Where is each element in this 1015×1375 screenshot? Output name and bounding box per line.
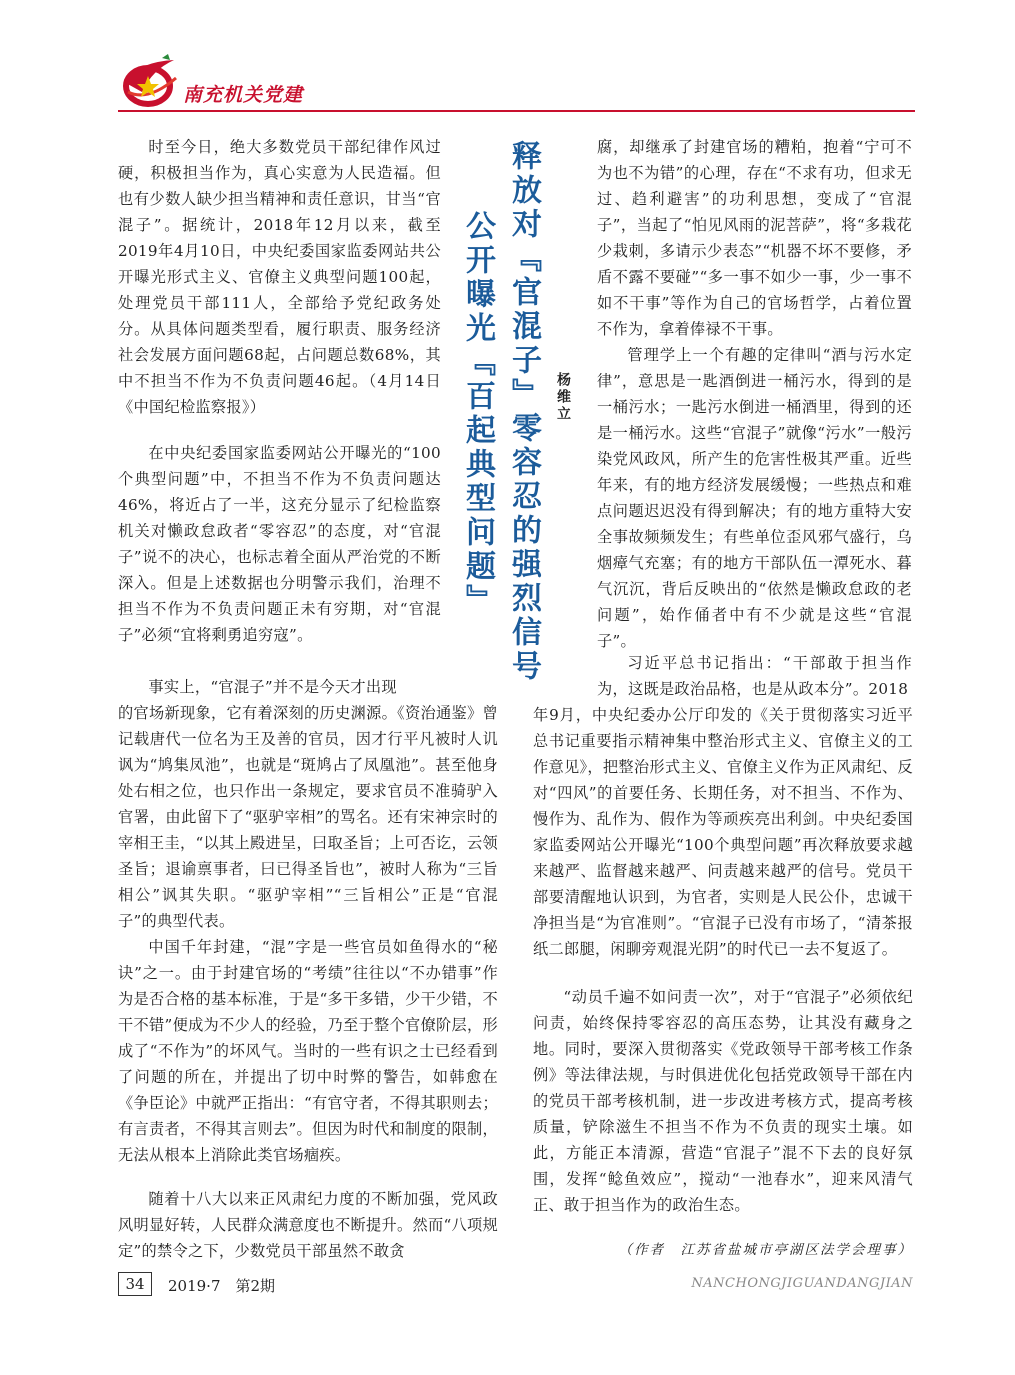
paragraph-1: 时至今日，绝大多数党员干部纪律作风过硬，积极担当作为，真心实意为人民造福。但也有少数人缺少担当精神和责任意识，甘当“官混子”。据统计，2018年12月以来，截至2019年4月10日，中央纪委国家监委网站共公开曝光形式主义、官僚主义典型问题100起，处理党员干部111人，全部给予党纪政务处分。从具体问题类型看，履行职责、服务经济社会发展方面问题68起，占问题总数68%，其中不担当不作为不负责问题46起。（4月14日《中国纪检监察报》） [118, 138, 441, 416]
issue-label: 2019·7 第2期 [168, 1277, 276, 1295]
paragraph-6: 随着十八大以来正风肃纪力度的不断加强，党风政风明显好转，人民群众满意度也不断提升。然而“八项规定”的禁令之下，少数党员干部虽然不敢贪 [118, 1190, 498, 1260]
page-number: 34 [118, 1272, 152, 1296]
paragraph-10: 年9月，中央纪委办公厅印发的《关于贯彻落实习近平总书记重要指示精神集中整治形式主义、官僚主义的工作意见》，把整治形式主义、官僚主义作为正风肃纪、反对“四风”的首要任务、长期任务，对不担当、不作为、慢作为、乱作为、假作为等顽疾亮出利剑。中央纪委国家监委网站公开曝光“100个典型问题”再次释放要求越来越严、监督越来越严、问责越来越严的信号。党员干部要清醒地认识到，为官者，实则是人民公仆，忠诚干净担当是“为官准则”。“官混子已没有市场了，“清茶报纸二郎腿，闲聊旁观混光阴”的时代已一去不复返了。 [533, 706, 913, 958]
author-signature: （作者 江苏省盐城市亭湖区法学会理事） [618, 1242, 913, 1258]
article-title-sub: 公开曝光『百起典型问题』 [460, 210, 495, 618]
paragraph-11: “动员千遍不如问责一次”，对于“官混子”必须依纪问责，始终保持零容忍的高压态势，让其没有藏身之地。同时，要深入贯彻落实《党政领导干部考核工作条例》等法律法规，与时俱进优化包括党政领导干部在内的党员干部考核机制，进一步改进考核方式，提高考核质量，铲除滋生不担当不作为不负责的现实土壤。如此，方能正本清源，营造“官混子”混不下去的良好氛围，发挥“鲶鱼效应”，搅动“一池春水”，迎来风清气正、敢于担当作为的政治生态。 [533, 988, 913, 1214]
paragraph-5: 中国千年封建，“混”字是一些官员如鱼得水的“秘诀”之一。由于封建官场的“考绩”往往以“不办错事”作为是否合格的基本标准，于是“多干多错，少干少错，不干不错”便成为不少人的经验，乃至于整个官僚阶层，形成了“不作为”的坏风气。当时的一些有识之士已经看到了问题的所在，并提出了切中时弊的警告，如韩愈在《争臣论》中就严正指出：“有官守者，不得其职则去；有言责者，不得其言则去”。但因为时代和制度的限制，无法从根本上消除此类官场痼疾。 [118, 938, 498, 1164]
paragraph-2: 在中央纪委国家监委网站公开曝光的“100个典型问题”中，不担当不作为不负责问题达46%，将近占了一半，这充分显示了纪检监察机关对懒政怠政者“零容忍”的态度，对“官混子”说不的决心，也标志着全面从严治党的不断深入。但是上述数据也分明警示我们，治理不担当不作为不负责问题正未有穷期，对“官混子”必须“宜将剩勇追穷寇”。 [118, 444, 441, 644]
paragraph-9: 习近平总书记指出：“干部敢于担当作为，这既是政治品格，也是从政本分”。2018 [597, 654, 912, 698]
paragraph-8: 管理学上一个有趣的定律叫“酒与污水定律”，意思是一匙酒倒进一桶污水，得到的是一桶污水；一匙污水倒进一桶酒里，得到的还是一桶污水。这些“官混子”就像“污水”一般污染党风政风，所产生的危害性极其严重。近些年来，有的地方经济发展缓慢；一些热点和难点问题迟迟没有得到解决；有的地方重特大安全事故频频发生；有些单位歪风邪气盛行，乌烟瘴气充塞；有的地方干部队伍一潭死水、暮气沉沉，背后反映出的“依然是懒政怠政的老问题”，始作俑者中有不少就是这些“官混子”。 [597, 346, 912, 650]
paragraph-7: 腐，却继承了封建官场的糟粕，抱着“宁可不为也不为错”的心理，存在“不求有功，但求无过、趋利避害”的功利思想，变成了“官混子”，当起了“怕见风雨的泥菩萨”，将“多栽花少栽刺，多请示少表态”“机器不坏不要修，矛盾不露不要碰”“多一事不如少一事，少一事不如不干事”等作为自己的官场哲学，占着位置不作为，拿着俸禄不干事。 [597, 138, 912, 338]
paragraph-3: 事实上，“官混子”并不是今天才出现 [148, 678, 397, 696]
article-title-main: 释放对『官混子』零容忍的强烈信号 [506, 140, 541, 684]
journal-name-en: NANCHONGJIGUANDANGJIAN [691, 1276, 913, 1291]
header-rule [118, 110, 915, 112]
paragraph-4: 的官场新现象，它有着深刻的历史渊源。《资治通鉴》曾记载唐代一位名为王及善的官员，因才行平凡被时人讥讽为“鸠集凤池”，也就是“斑鸠占了凤凰池”。甚至他身处右相之位，也只作出一条规定，要求官员不准骑驴入官署，由此留下了“驱驴宰相”的骂名。还有宋神宗时的宰相王圭，“以其上殿进呈，曰取圣旨；上可否讫，云领圣旨；退谕禀事者，曰已得圣旨也”，被时人称为“三旨相公”讽其失职。“驱驴宰相”“三旨相公”正是“官混子”的典型代表。 [118, 704, 498, 930]
journal-title: 南充机关党建 [183, 84, 304, 106]
journal-logo-icon [118, 52, 182, 110]
article-author: 杨维立 [555, 372, 571, 423]
